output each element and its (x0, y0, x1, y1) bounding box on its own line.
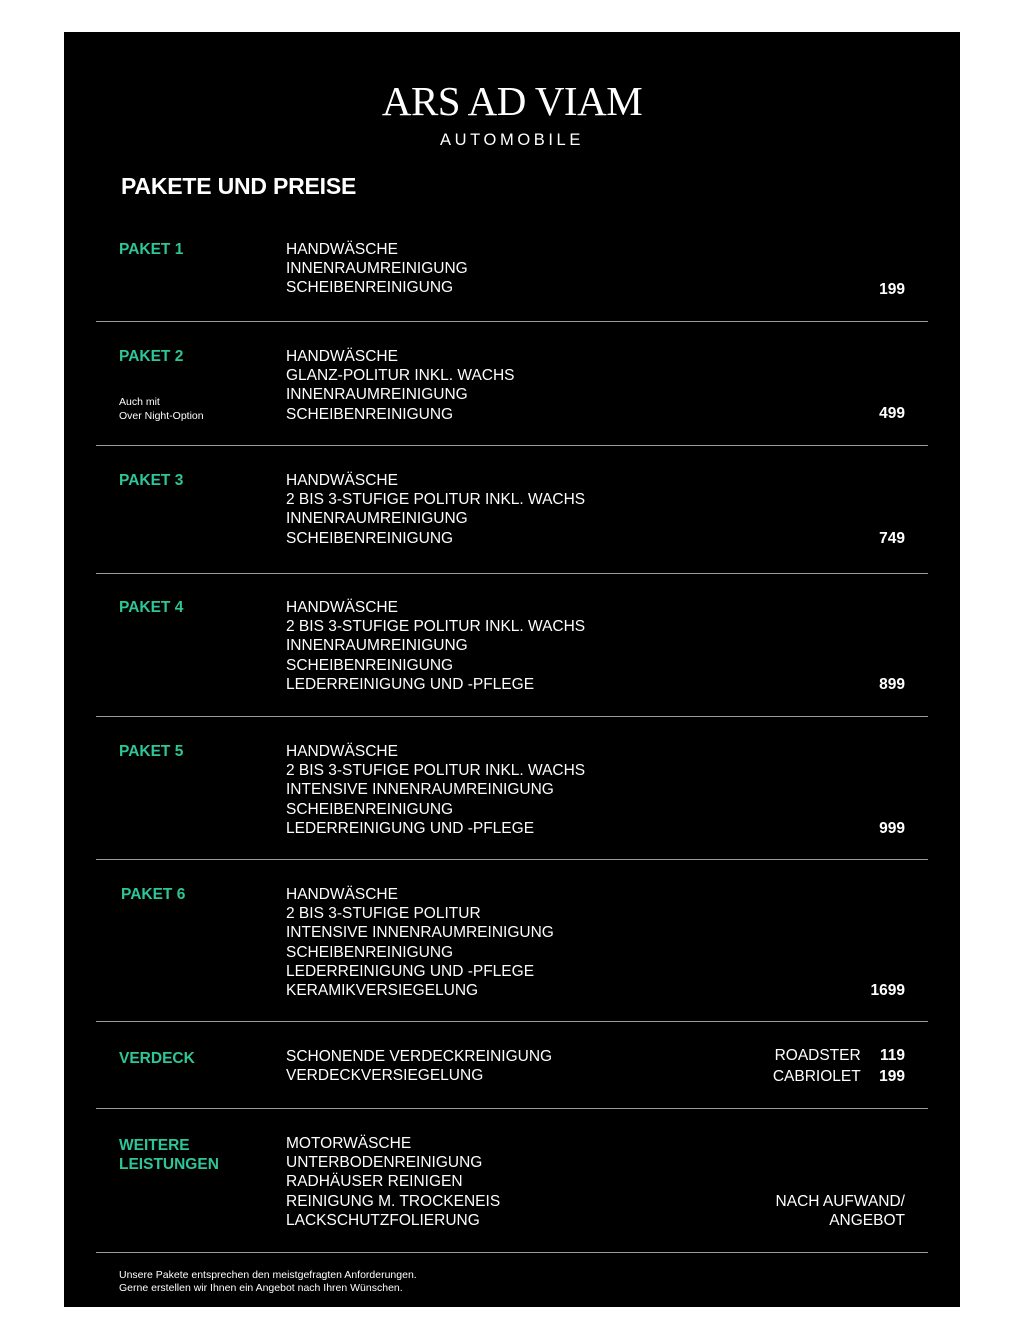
divider (96, 716, 928, 717)
package-item: INTENSIVE INNENRAUMREINIGUNG (286, 924, 554, 942)
package-item: INNENRAUMREINIGUNG (286, 510, 468, 528)
package-note (119, 396, 204, 423)
package-items (286, 885, 554, 1000)
note-line: Over Night-Option (119, 409, 204, 422)
weitere-item: MOTORWÄSCHE (286, 1135, 412, 1152)
package-item: 2 BIS 3-STUFIGE POLITUR INKL. WACHS (286, 762, 586, 780)
brand-subtitle: AUTOMOBILE (440, 131, 584, 149)
package-price: 999 (879, 820, 905, 837)
package-item: KERAMIKVERSIEGELUNG (286, 982, 479, 1000)
footer-line: Unsere Pakete entsprechen den meistgefragten Anforderungen. (119, 1269, 417, 1281)
package-name: PAKET 4 (119, 599, 184, 616)
verdeck-item: SCHONENDE VERDECKREINIGUNG (286, 1048, 553, 1065)
package-item: 2 BIS 3-STUFIGE POLITUR INKL. WACHS (286, 618, 586, 636)
package-item: LEDERREINIGUNG UND -PFLEGE (286, 675, 535, 693)
package-items (286, 240, 468, 298)
verdeck-items (286, 1047, 552, 1085)
divider (96, 573, 928, 574)
weitere-item: UNTERBODENREINIGUNG (286, 1154, 483, 1172)
divider (96, 1108, 928, 1109)
weitere-price-line: ANGEBOT (829, 1212, 905, 1230)
package-price: 1699 (870, 982, 905, 999)
verdeck-name: VERDECK (119, 1050, 195, 1067)
package-item: HANDWÄSCHE (286, 472, 398, 489)
package-item: HANDWÄSCHE (286, 886, 398, 903)
package-name: PAKET 3 (119, 472, 184, 489)
weitere-item: RADHÄUSER REINIGEN (286, 1173, 463, 1191)
package-item: LEDERREINIGUNG UND -PFLEGE (286, 962, 535, 980)
divider (96, 859, 928, 860)
package-items (286, 742, 585, 838)
package-item: HANDWÄSCHE (286, 348, 398, 365)
package-item: LEDERREINIGUNG UND -PFLEGE (286, 819, 535, 837)
variant-cabriolet (773, 1066, 905, 1087)
package-item: INNENRAUMREINIGUNG (286, 260, 468, 278)
package-item: INTENSIVE INNENRAUMREINIGUNG (286, 781, 554, 799)
package-item: SCHEIBENREINIGUNG (286, 279, 454, 297)
divider (96, 1021, 928, 1022)
weitere-name-line: LEISTUNGEN (119, 1156, 219, 1173)
weitere-price-line: NACH AUFWAND/ (775, 1193, 905, 1210)
package-price: 499 (879, 405, 905, 422)
variant-roadster (775, 1045, 905, 1066)
package-item: SCHEIBENREINIGUNG (286, 656, 454, 674)
package-name: PAKET 1 (119, 241, 184, 258)
brand-name: ARS AD VIAM (381, 78, 643, 124)
package-item: HANDWÄSCHE (286, 743, 398, 760)
package-name: PAKET 2 (119, 348, 184, 365)
divider (96, 321, 928, 322)
divider (96, 1252, 928, 1253)
package-item: HANDWÄSCHE (286, 241, 398, 258)
brand-logo (64, 78, 960, 150)
package-item: SCHEIBENREINIGUNG (286, 405, 454, 423)
package-item: GLANZ-POLITUR INKL. WACHS (286, 367, 515, 385)
weitere-name (119, 1136, 219, 1174)
weitere-item: REINIGUNG M. TROCKENEIS (286, 1192, 501, 1210)
verdeck-item: VERDECKVERSIEGELUNG (286, 1067, 484, 1085)
package-item: SCHEIBENREINIGUNG (286, 800, 454, 818)
weitere-price (776, 1192, 905, 1230)
variant-price: 199 (879, 1068, 905, 1085)
note-line: Auch mit (119, 396, 160, 408)
package-items (286, 347, 515, 424)
weitere-name-line: WEITERE (119, 1137, 190, 1154)
divider (96, 445, 928, 446)
weitere-item: LACKSCHUTZFOLIERUNG (286, 1211, 480, 1229)
package-price: 199 (879, 281, 905, 298)
package-item: 2 BIS 3-STUFIGE POLITUR (286, 905, 481, 923)
variant-label: CABRIOLET (772, 1068, 861, 1085)
package-item: SCHEIBENREINIGUNG (286, 529, 454, 547)
weitere-items (286, 1134, 500, 1230)
footer-line: Gerne erstellen wir Ihnen ein Angebot nach Ihren Wünschen. (119, 1282, 403, 1294)
package-items (286, 471, 585, 548)
variant-label: ROADSTER (774, 1047, 861, 1064)
package-item: INNENRAUMREINIGUNG (286, 386, 468, 404)
package-items (286, 598, 585, 694)
package-price: 749 (879, 530, 905, 547)
page-title: PAKETE UND PREISE (121, 173, 357, 199)
variant-price: 119 (879, 1047, 905, 1064)
package-item: INNENRAUMREINIGUNG (286, 637, 468, 655)
package-name: PAKET 6 (121, 886, 186, 903)
package-item: 2 BIS 3-STUFIGE POLITUR INKL. WACHS (286, 491, 586, 509)
package-price: 899 (879, 676, 905, 693)
package-item: HANDWÄSCHE (286, 599, 398, 616)
package-item: SCHEIBENREINIGUNG (286, 943, 454, 961)
price-list-sheet (64, 32, 960, 1307)
footer-note (119, 1269, 417, 1295)
package-name: PAKET 5 (119, 743, 184, 760)
